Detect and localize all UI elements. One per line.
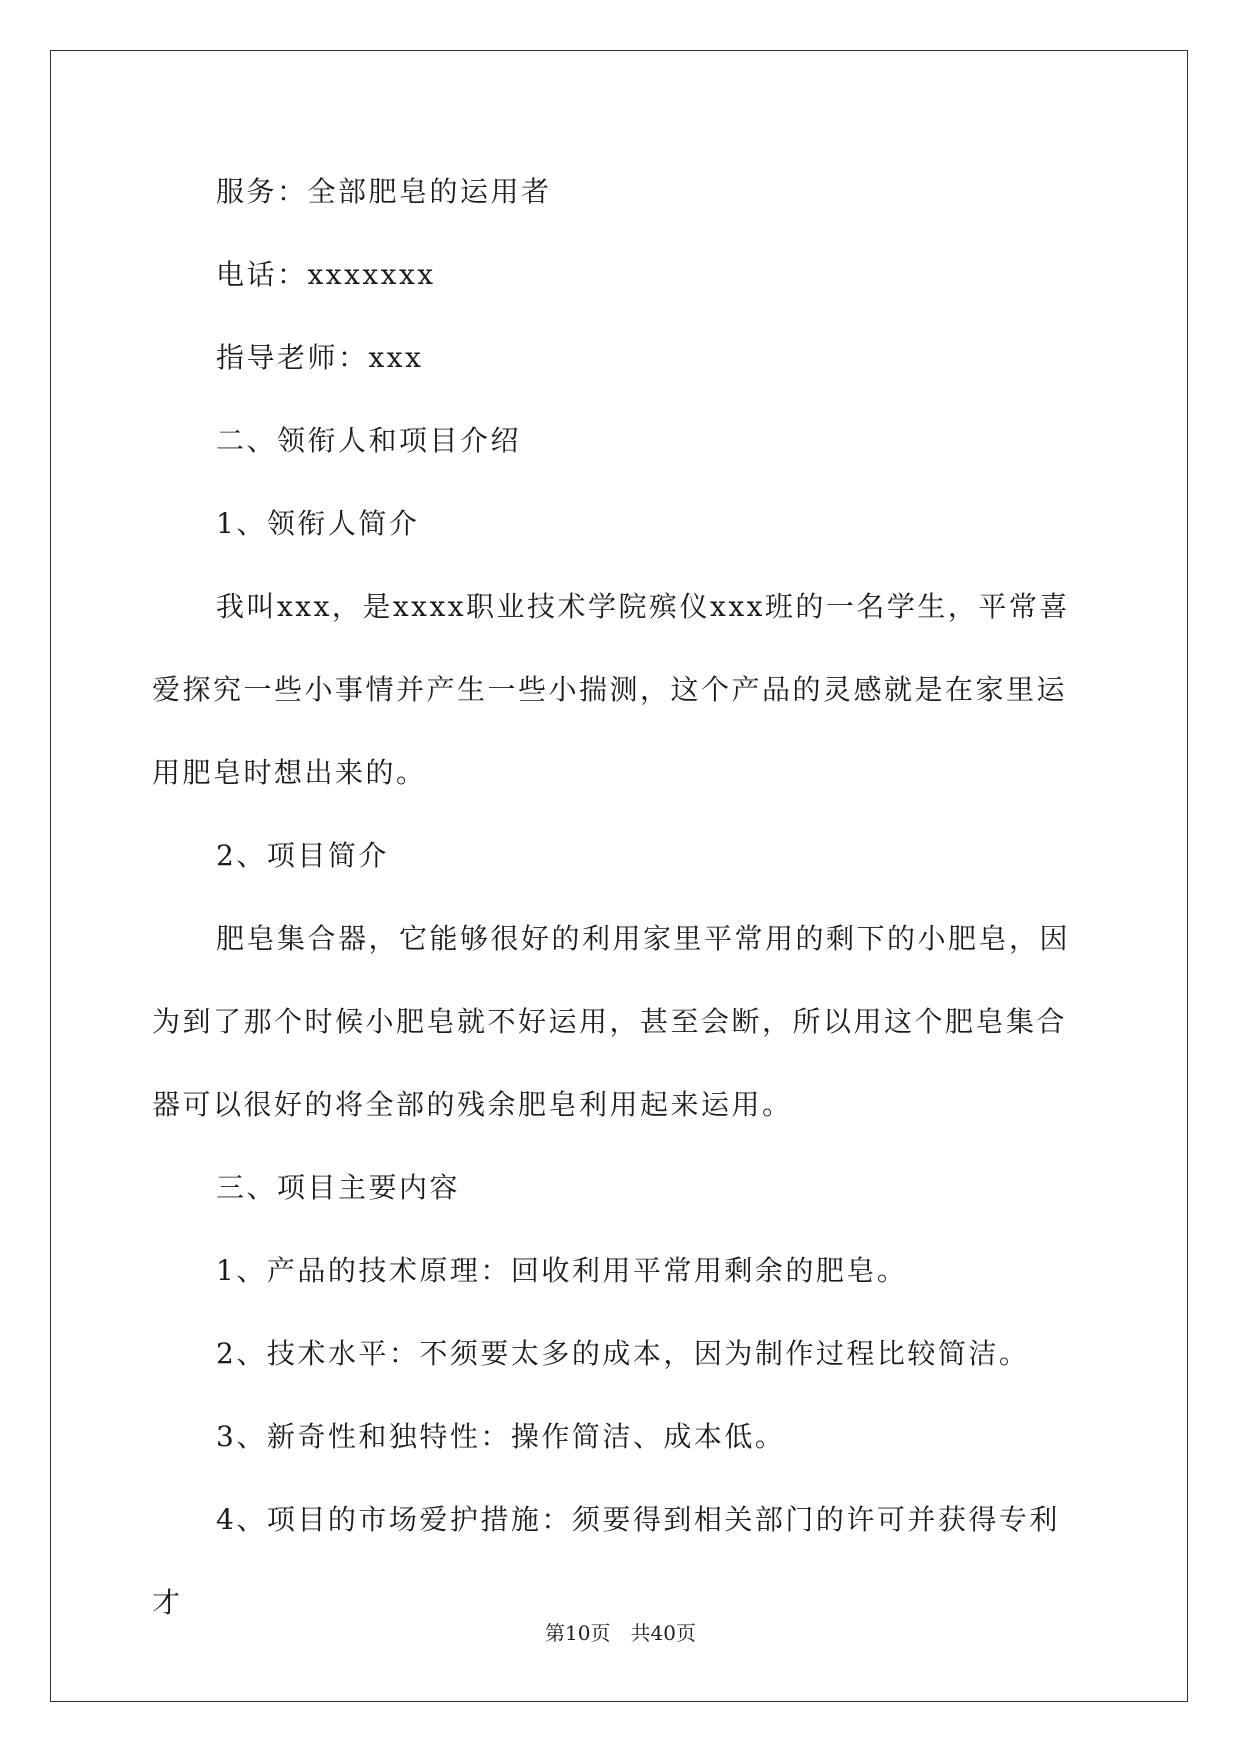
paragraph: 服务：全部肥皂的运用者 (216, 175, 552, 208)
subsection-heading: 1、领衔人简介 (216, 507, 420, 540)
list-item: 2、技术水平：不须要太多的成本，因为制作过程比较简洁。 (216, 1337, 1030, 1370)
document-body (152, 150, 1087, 1644)
list-item: 4、项目的市场爱护措施：须要得到相关部门的许可并获得专利才 (152, 1503, 1060, 1619)
paragraph: 电话：xxxxxxx (216, 258, 436, 291)
page-number: 第10页 (545, 1621, 611, 1645)
section-heading: 三、项目主要内容 (216, 1171, 461, 1204)
paragraph: 指导老师：xxx (216, 341, 424, 374)
page-total: 共40页 (630, 1621, 696, 1645)
page-footer (0, 1617, 1241, 1646)
section-heading: 二、领衔人和项目介绍 (216, 424, 522, 457)
subsection-heading: 2、项目简介 (216, 839, 389, 872)
list-item: 1、产品的技术原理：回收利用平常用剩余的肥皂。 (216, 1254, 908, 1287)
paragraph: 我叫xxx，是xxxx职业技术学院殡仪xxx班的一名学生，平常喜爱探究一些小事情并产生一些小揣测，这个产品的灵感就是在家里运用肥皂时想出来的。 (152, 590, 1070, 789)
paragraph: 肥皂集合器，它能够很好的利用家里平常用的剩下的小肥皂，因为到了那个时候小肥皂就不好运用，甚至会断，所以用这个肥皂集合器可以很好的将全部的残余肥皂利用起来运用。 (152, 922, 1071, 1121)
list-item: 3、新奇性和独特性：操作简洁、成本低。 (216, 1420, 786, 1453)
